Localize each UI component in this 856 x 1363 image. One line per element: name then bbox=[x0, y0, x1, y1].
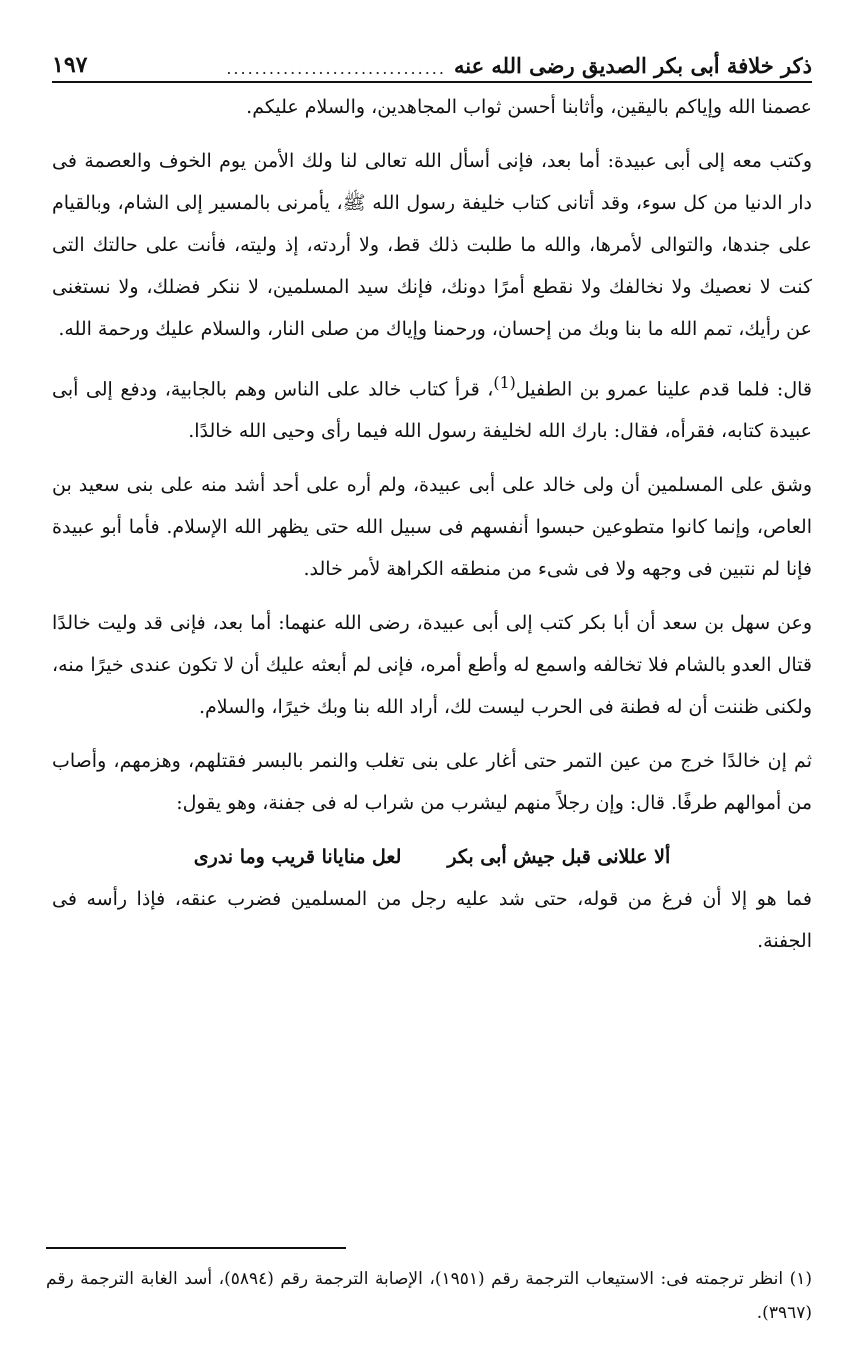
page-body bbox=[52, 86, 812, 962]
leader-dots: ............................... bbox=[226, 59, 446, 78]
verse-first-hemistich: ألا عللانى قبل جيش أبى بكر bbox=[447, 846, 671, 869]
chapter-title: ذكر خلافة أبى بكر الصديق رضى الله عنه bbox=[453, 53, 812, 78]
paragraph-qala bbox=[52, 362, 812, 452]
verse-second-hemistich: لعل منايانا قريب وما ندرى bbox=[193, 846, 402, 869]
paragraph-text: ، قرأ كتاب خالد على الناس وهم بالجابية، ودفع إلى أبى عبيدة كتابه، فقرأه، فقال: بارك الله لخليفة رسول الله فيما رأى وحيى الله خالدًا. bbox=[52, 378, 812, 443]
poem-verse bbox=[52, 836, 812, 878]
paragraph-text: قال: فلما قدم علينا عمرو بن الطفيل bbox=[515, 378, 812, 401]
paragraph-khalid: ثم إن خالدًا خرج من عين التمر حتى أغار على بنى تغلب والنمر بالبسر فقتلهم، وهزمهم، وأصاب من أموالهم طرفًا. قال: وإن رجلاً منهم ليشرب من شراب له فى جفنة، وهو يقول: bbox=[52, 750, 812, 815]
footnote-marker: (1) bbox=[493, 373, 516, 392]
footnote-separator bbox=[46, 1247, 346, 1249]
paragraph-sahl: وعن سهل بن سعد أن أبا بكر كتب إلى أبى عبيدة، رضى الله عنهما: أما بعد، فإنى قد وليت خالدًا قتال العدو بالشام فلا تخالفه واسمع له وأطع أمره، فإنى لم أبعثه عليك أن لا تكون عندى خيرًا منه، ولكنى ظننت أن له فطنة فى الحرب ليست لك، أراد الله بنا وبك خيرًا، والسلام. bbox=[52, 612, 812, 719]
footnote: (١) انظر ترجمته فى: الاستيعاب الترجمة رقم (١٩٥١)، الإصابة الترجمة رقم (٥٨٩٤)، أسد الغابة الترجمة رقم (٣٩٦٧). bbox=[46, 1269, 812, 1323]
paragraph-opening: عصمنا الله وإياكم باليقين، وأثابنا أحسن ثواب المجاهدين، والسلام عليكم. bbox=[246, 96, 812, 118]
paragraph-closing: فما هو إلا أن فرغ من قوله، حتى شد عليه رجل من المسلمين فضرب عنقه، فإذا رأسه فى الجفنة. bbox=[52, 888, 812, 953]
paragraph-letter: وكتب معه إلى أبى عبيدة: أما بعد، فإنى أسأل الله تعالى لنا ولك الأمن يوم الخوف والعصمة فى دار الدنيا من كل سوء، وقد أتانى كتاب خليفة رسول الله ﷺ، يأمرنى بالمسير إلى الشام، وبالقيام على جندها، والتوالى لأمرها، والله ما طلبت ذلك قط، ولا أردته، إذ وليته، فأنت على حالتك التى كنت لا نعصيك ولا نخالفك ولا نقطع أمرًا دونك، فإنك سيد المسلمين، لا ننكر فضلك، ولا نستغنى عن رأيك، تمم الله ما بنا وبك من إحسان، ورحمنا وإياك من صلى النار، والسلام عليك ورحمة الله. bbox=[52, 150, 812, 340]
page-number: ١٩٧ bbox=[52, 52, 88, 78]
paragraph-dislike: وشق على المسلمين أن ولى خالد على أبى عبيدة، ولم أره على أحد أشد منه على بنى سعيد بن العاص، وإنما كانوا متطوعين حبسوا أنفسهم فى سبيل الله حتى يظهر الله الإسلام. فأما أبو عبيدة فإنا لم نتبين فى وجهه ولا فى شىء من منطقه الكراهة لأمر خالد. bbox=[52, 474, 812, 581]
running-header bbox=[52, 44, 812, 83]
